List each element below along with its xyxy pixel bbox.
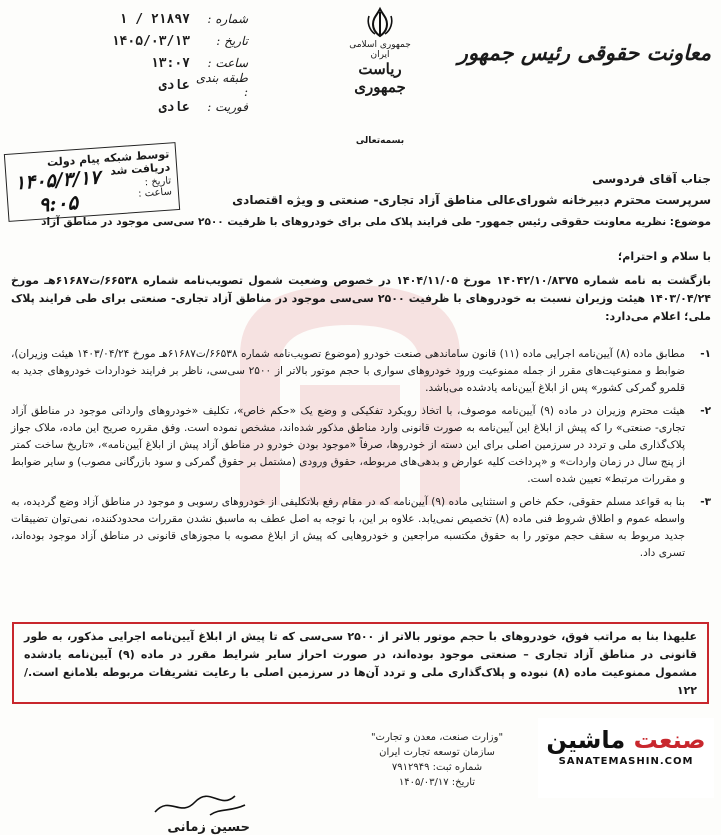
iran-emblem-icon <box>363 6 397 40</box>
emblem-line2: ریاست جمهوری <box>354 60 406 96</box>
recipient: جناب آقای فردوسی <box>592 172 711 186</box>
stamp-handwritten-time: ۹:۰۵ <box>37 190 79 217</box>
bismillah: بسمه‌تعالی <box>355 136 405 146</box>
number-label: شماره : <box>207 12 248 26</box>
stamp-date-label: تاریخ : <box>144 175 172 189</box>
signature-scribble-icon <box>150 790 250 820</box>
list-item <box>11 346 711 397</box>
item-number: ۲- <box>700 405 711 417</box>
date-label: تاریخ : <box>216 34 248 48</box>
site-logo <box>538 718 714 798</box>
document-meta <box>8 8 248 118</box>
emblem-line1: جمهوری اسلامی ایران <box>349 40 411 60</box>
registry-stamp <box>352 730 522 830</box>
logo-url: SANATEMASHIN.COM <box>558 756 694 767</box>
registry-line3: شماره ثبت: ۷۹۱۲۹۴۹ <box>391 762 483 773</box>
list-item <box>11 403 711 488</box>
signature-block <box>150 790 250 835</box>
office-title: معاونت حقوقی رئیس جمهور <box>457 40 711 65</box>
received-stamp <box>4 142 180 222</box>
item-text: بنا به قواعد مسلم حقوقی، حکم خاص و استثنایی ماده (۹) آیین‌نامه که در مقام رفع بلاتکلیفی از خودروهای رسوبی و موجود در مناطق آزاد وضع گردیده، به واسطه عموم و اطلاق شروط فنی ماده (۸) تخصیص نمی‌یابد. علاوه بر این، با توجه به اصل عطف به ماسبق نشدن مقررات محدودکننده، نمی‌توان تضییقات جدید مربوط به سقف حجم موتور را به حقوق مکتسبه مراجعین و خودروهایی که پیش از ابلاغ مصوبه با مجوزهای قانونی در مناطق آزاد موجود بوده‌اند، تسری داد. <box>11 496 685 559</box>
emblem <box>345 6 415 96</box>
greeting: با سلام و احترام؛ <box>617 250 711 263</box>
number-row <box>8 8 248 30</box>
logo-word-1: صنعت <box>633 726 706 754</box>
item-text: مطابق ماده (۸) آیین‌نامه اجرایی ماده (۱۱) قانون ساماندهی صنعت خودرو (موضوع تصویب‌نامه شماره ۶۶۵۳۸/ت۶۱۶۸۷هـ مورخ ۱۴۰۳/۰۴/۲۴ هیئت وزیران)، ضوابط و ممنوعیت‌های مقرر از جمله ممنوعیت ورود خودروهای سواری با حجم موتور بالاتر از ۲۵۰۰ سی‌سی، ناظر بر فرایند خوداردات خودروهای جدید به قلمرو گمرکی کشور» پس از ابلاغ آیین‌نامه یادشده می‌باشد. <box>11 348 685 394</box>
signature-name: حسین زمانی <box>167 820 250 835</box>
date-row <box>8 30 248 52</box>
logo-word-2: ماشین <box>546 726 626 754</box>
item-number: ۳- <box>700 496 711 508</box>
priority-value: عادی <box>158 99 190 115</box>
classification-label: طبقه بندی : <box>195 71 248 99</box>
number-value: ۲۱۸۹۷ / ۱ <box>119 11 190 27</box>
stamp-time-label: ساعت : <box>137 186 173 200</box>
item-text: هیئت محترم وزیران در ماده (۹) آیین‌نامه موصوف، با اتخاذ رویکرد تفکیکی و وضع یک «حکم خاص»، تکلیف «خودروهای وارداتی موجود در مناطق آزاد تجاری- صنعتی» را که پیش از ابلاغ این آیین‌نامه به صورت قانونی وارد مناطق مذکور شده‌اند، مشخص نموده است. وفق مقرره صریح این ماده، ملاک جواز پلاک‌گذاری ملی و تردد در سرزمین اصلی برای این دسته از خودروها، صرفاً «موجود بودن خودرو در مناطق آزاد پیش از ابلاغ آیین‌نامه»، «تاریخ ساخت کمتر از پنج سال در زمان واردات» و «پرداخت کلیه عوارض و بدهی‌های مربوطه، حقوق ورودی (مشتمل بر حقوق گمرکی و سود بازرگانی مصوب) و سایر ضوابط و مقررات مرتبط» تعیین شده است. <box>11 405 685 485</box>
registry-line2: سازمان توسعه تجارت ایران <box>379 747 495 758</box>
recipient-title: سرپرست محترم دبیرخانه شورای‌عالی مناطق آزاد تجاری- صنعتی و ویژه اقتصادی <box>232 193 711 207</box>
stamp-title: توسط شبکه پیام دولت دریافت شد <box>46 147 171 178</box>
registry-line4: تاریخ: ۱۴۰۵/۰۳/۱۷ <box>398 777 476 788</box>
time-value: ۱۳:۰۷ <box>150 55 190 71</box>
items-list <box>11 346 711 562</box>
classification-row <box>8 71 248 99</box>
list-item <box>11 494 711 562</box>
stamp-handwritten-date: ۱۴۰۵/۳/۱۷ <box>14 166 101 195</box>
registry-line1: "وزارت صنعت، معدن و تجارت" <box>370 732 504 743</box>
priority-row <box>8 96 248 118</box>
conclusion-highlight: علیهذا بنا به مراتب فوق، خودروهای با حجم موتور بالاتر از ۲۵۰۰ سی‌سی که تا پیش از ابلاغ آیین‌نامه اجرایی مذکور، به طور قانونی در مناطق آزاد تجاری – صنعتی موجود بوده‌اند، در صورت احراز سایر شرایط مقرر در ماده (۹) آیین‌نامه یادشده مشمول ممنوعیت ماده (۸) نبوده و پلاک‌گذاری ملی و تردد آن‌ها در سرزمین اصلی با رعایت تشریفات مربوطه بلامانع است./۱۲۲ <box>12 622 709 704</box>
item-number: ۱- <box>700 348 711 360</box>
priority-label: فوریت : <box>207 100 248 114</box>
classification-value: عادی <box>158 77 190 93</box>
intro-paragraph: بازگشت به نامه شماره ۱۴۰۴۲/۱۰/۸۳۷۵ مورخ ۱۴۰۴/۱۱/۰۵ در خصوص وضعیت شمول تصویب‌نامه شماره ۶۶۵۳۸/ت۶۱۶۸۷هـ مورخ ۱۴۰۳/۰۴/۲۴ هیئت وزیران نسبت به خودروهای با ظرفیت ۲۵۰۰ سی‌سی موجود در مناطق آزاد تجاری- صنعتی برای طی فرایند پلاک ملی؛ اعلام می‌دارد: <box>11 274 711 323</box>
time-label: ساعت : <box>207 56 248 70</box>
subject-line: موضوع: نظریه معاونت حقوقی رئیس جمهور- طی فرایند پلاک ملی برای خودروهای با ظرفیت ۲۵۰۰ سی‌سی موجود در مناطق آزاد <box>41 216 711 228</box>
date-value: ۱۴۰۵/۰۳/۱۳ <box>111 33 190 49</box>
